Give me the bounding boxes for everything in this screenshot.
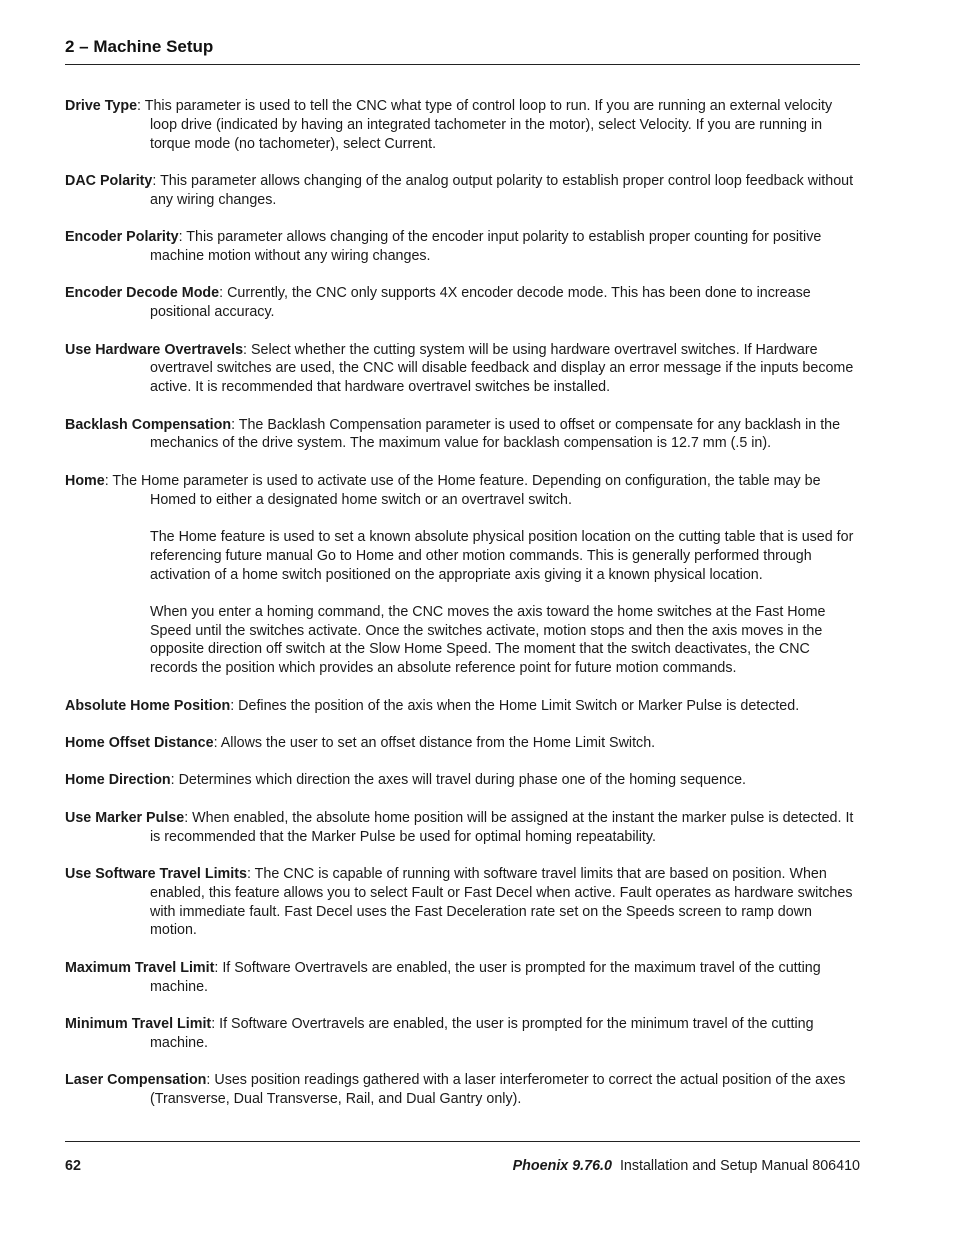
page-header <box>65 36 860 65</box>
parameter-description: : This parameter allows changing of the analog output polarity to establish proper control loop feedback without any wiring changes. <box>150 172 854 208</box>
section-title: 2 – Machine Setup <box>65 37 214 56</box>
footer-manual-info <box>513 1157 860 1175</box>
parameter-entry-encoder-polarity <box>65 228 860 266</box>
parameter-description: : This parameter is used to tell the CNC what type of control loop to run. If you are running an external velocity loop drive (indicated by having an integrated tachometer in the motor), select Velocity. If you are running in torque mode (no tachometer), select Current. <box>137 98 833 152</box>
parameter-term: Encoder Decode Mode <box>65 285 220 302</box>
parameter-descriptions <box>65 97 860 1127</box>
parameter-entry-use-software-travel-limits <box>65 865 860 940</box>
manual-title: Installation and Setup Manual 806410 <box>619 1158 860 1174</box>
parameter-entry-use-hardware-overtravels <box>65 341 860 397</box>
parameter-term: Encoder Polarity <box>65 229 179 246</box>
parameter-term: Use Marker Pulse <box>65 809 185 826</box>
parameter-description: : The Backlash Compensation parameter is used to offset or compensate for any backlash in the mechanics of the drive system. The maximum value for backlash compensation is 12.7 mm (.5 in). <box>150 416 841 452</box>
parameter-description: : Currently, the CNC only supports 4X encoder decode mode. This has been done to increase positional accuracy. <box>150 285 811 321</box>
parameter-term: Minimum Travel Limit <box>65 1016 212 1032</box>
parameter-entry-drive-type <box>65 97 860 153</box>
parameter-description: : The CNC is capable of running with software travel limits that are based on position. When enabled, this feature allows you to select Fault or Fast Decel when active. Fault operates as hardware switches with immediate fault. Fast Decel uses the Fast Deceleration rate set on the Speeds screen to ramp down motion. <box>150 866 853 939</box>
parameter-description: : The Home parameter is used to activate use of the Home feature. Depending on configuration, the table may be Homed to either a designated home switch or an overtravel switch. <box>104 472 821 508</box>
parameter-term: Laser Compensation <box>65 1072 207 1089</box>
parameter-entry-absolute-home-position <box>65 697 860 716</box>
page-number: 62 <box>65 1158 81 1174</box>
parameter-entry-use-marker-pulse <box>65 809 860 847</box>
page-footer <box>65 1141 860 1174</box>
parameter-term: DAC Polarity <box>65 172 153 189</box>
parameter-entry-minimum-travel-limit <box>65 1015 860 1053</box>
parameter-description: : This parameter allows changing of the encoder input polarity to establish proper counting for positive machine motion without any wiring changes. <box>150 229 822 264</box>
parameter-description: : Determines which direction the axes will travel during phase one of the homing sequence. <box>170 772 747 789</box>
parameter-entry-home-offset-distance <box>65 734 860 753</box>
parameter-entry-maximum-travel-limit <box>65 959 860 997</box>
home-paragraph: The Home feature is used to set a known absolute physical position location on the cutting table that is used for referencing future manual Go to Home and other motion commands. This is generally performed through activation of a home switch positioned on the appropriate axis giving it a known physical location. <box>150 528 854 583</box>
parameter-entry-encoder-decode-mode <box>65 284 860 322</box>
parameter-term: Absolute Home Position <box>65 697 231 714</box>
parameter-entry-dac-polarity <box>65 172 860 210</box>
product-name: Phoenix 9.76.0 <box>512 1158 612 1174</box>
parameter-term: Maximum Travel Limit <box>65 959 215 976</box>
parameter-entry-laser-compensation <box>65 1071 860 1109</box>
parameter-description: : If Software Overtravels are enabled, the user is prompted for the maximum travel of the cutting machine. <box>150 959 821 995</box>
parameter-term: Home <box>65 472 105 489</box>
parameter-entry-home <box>65 472 860 510</box>
parameter-term: Use Software Travel Limits <box>65 866 247 883</box>
parameter-description: : Defines the position of the axis when the Home Limit Switch or Marker Pulse is detected. <box>230 697 800 714</box>
parameter-term: Home Offset Distance <box>65 735 214 752</box>
parameter-description: : Uses position readings gathered with a laser interferometer to correct the actual position of the axes (Transverse, Dual Transverse, Rail, and Dual Gantry only). <box>150 1072 846 1107</box>
parameter-entry-backlash-compensation <box>65 416 860 454</box>
parameter-description: : If Software Overtravels are enabled, the user is prompted for the minimum travel of the cutting machine. <box>150 1016 814 1051</box>
parameter-description: : Allows the user to set an offset distance from the Home Limit Switch. <box>213 735 656 752</box>
parameter-term: Use Hardware Overtravels <box>65 341 244 358</box>
parameter-description: : Select whether the cutting system will be using hardware overtravel switches. If Hardware overtravel switches are used, the CNC will disable feedback and display an error message if the inputs become active. It is recommended that hardware overtravel switches be installed. <box>150 341 854 396</box>
parameter-term: Drive Type <box>65 98 138 114</box>
parameter-entry-home-direction <box>65 771 860 790</box>
parameter-term: Home Direction <box>65 772 171 789</box>
parameter-description: : When enabled, the absolute home position will be assigned at the instant the marker pulse is detected. It is recommended that the Marker Pulse be used for optimal homing repeatability. <box>150 809 854 845</box>
parameter-term: Backlash Compensation <box>65 416 232 433</box>
home-paragraph: When you enter a homing command, the CNC moves the axis toward the home switches at the Fast Home Speed until the switches activate. Once the switches activate, motion stops and then the axis moves in the opposite direction off switch at the Slow Home Speed. The moment that the switch deactivates, the CNC records the position which provides an absolute reference point for future motion commands. <box>150 603 826 677</box>
